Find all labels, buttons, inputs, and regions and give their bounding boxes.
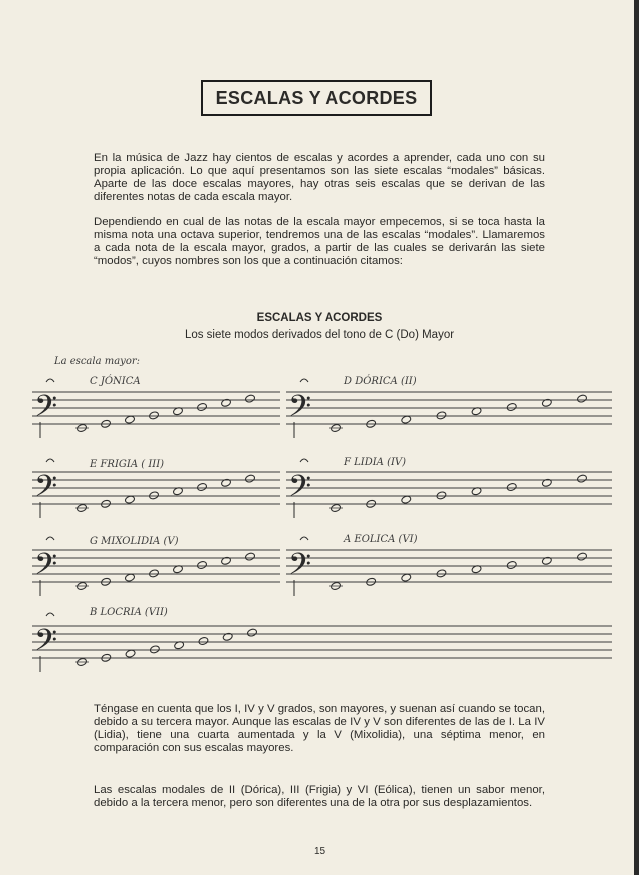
note-ionian-6 (197, 402, 208, 411)
mode-label-ionian: C JÓNICA (90, 376, 141, 387)
bass-clef-icon: 𝄢 (34, 470, 58, 511)
intro-paragraph-2: Dependiendo en cual de las notas de la escala mayor empecemos, si se toca hasta la misma nota una octava superior, tendremos una de las escalas “modales”. Llamaremos a cada nota de la escala mayor, grados, a partir de las cuales se derivarán las siete “modos”, cuyos nombres son los que a continuación citamos: (94, 216, 545, 268)
bass-clef-icon: 𝄢 (34, 548, 58, 589)
closing-paragraph-2: Las escalas modales de II (Dórica), III (Frigia) y VI (Eólica), tienen un sabor menor, debido a la tercera menor, pero son diferentes una de la otra por sus desplazamientos. (94, 784, 545, 810)
note-phrygian-4 (149, 491, 160, 500)
note-ionian-4 (149, 411, 160, 420)
note-locrian-4 (149, 645, 160, 654)
note-lydian-6 (506, 482, 517, 491)
clef-flourish (300, 459, 308, 462)
bass-clef-icon: 𝄢 (34, 624, 58, 665)
handwritten-note: La escala mayor: (54, 356, 140, 367)
bass-clef-icon: 𝄢 (288, 470, 312, 511)
mode-label-phrygian: E FRIGIA ( III) (90, 459, 165, 470)
closing-paragraph-1: Téngase en cuenta que los I, IV y V grados, son mayores, y suenan así cuando se tocan, debido a su tercera mayor. Aunque las escalas de IV y V son diferentes de las de I. La IV (Lidia), tiene una cuarta aumentada y la V (Mixolidia), una séptima menor, en comparación con sus escalas mayores. (94, 703, 545, 755)
note-phrygian-8 (245, 474, 256, 483)
clef-flourish (46, 459, 54, 462)
bass-clef-icon: 𝄢 (288, 548, 312, 589)
note-aeolian-4 (436, 569, 447, 578)
note-dorian-4 (436, 411, 447, 420)
clef-flourish (46, 613, 54, 616)
mode-label-mixolydian: G MIXOLIDIA (V) (90, 536, 179, 547)
mode-label-lydian: F LIDIA (IV) (344, 457, 407, 468)
note-aeolian-8 (577, 552, 588, 561)
mode-label-locrian: B LOCRIA (VII) (90, 607, 168, 618)
section-heading: ESCALAS Y ACORDES (256, 312, 383, 324)
note-mixolydian-8 (245, 552, 256, 561)
note-mixolydian-6 (197, 560, 208, 569)
note-locrian-8 (247, 628, 258, 637)
note-locrian-6 (198, 636, 209, 645)
note-lydian-4 (436, 491, 447, 500)
mode-label-dorian: D DÓRICA (II) (344, 376, 417, 387)
note-ionian-8 (245, 394, 256, 403)
clef-flourish (46, 537, 54, 540)
page-title: ESCALAS Y ACORDES (215, 87, 418, 108)
note-phrygian-6 (197, 482, 208, 491)
mode-label-aeolian: A EOLICA (VI) (344, 534, 418, 545)
section-subheading: Los siete modos derivados del tono de C (Do) Mayor (184, 329, 455, 341)
note-dorian-8 (577, 394, 588, 403)
note-dorian-6 (506, 402, 517, 411)
clef-flourish (300, 537, 308, 540)
clef-flourish (300, 379, 308, 382)
intro-paragraph-1: En la música de Jazz hay cientos de escalas y acordes a aprender, cada uno con su propia aplicación. Lo que aquí presentamos son las siete escalas “modales” básicas. Aparte de las doce escalas mayores, hay otras seis escalas que se derivan de las diferentes notas de cada escala mayor. (94, 152, 545, 204)
clef-flourish (46, 379, 54, 382)
note-lydian-8 (577, 474, 588, 483)
note-aeolian-6 (506, 560, 517, 569)
note-mixolydian-4 (149, 569, 160, 578)
bass-clef-icon: 𝄢 (34, 390, 58, 431)
page-number: 15 (313, 846, 326, 857)
bass-clef-icon: 𝄢 (288, 390, 312, 431)
